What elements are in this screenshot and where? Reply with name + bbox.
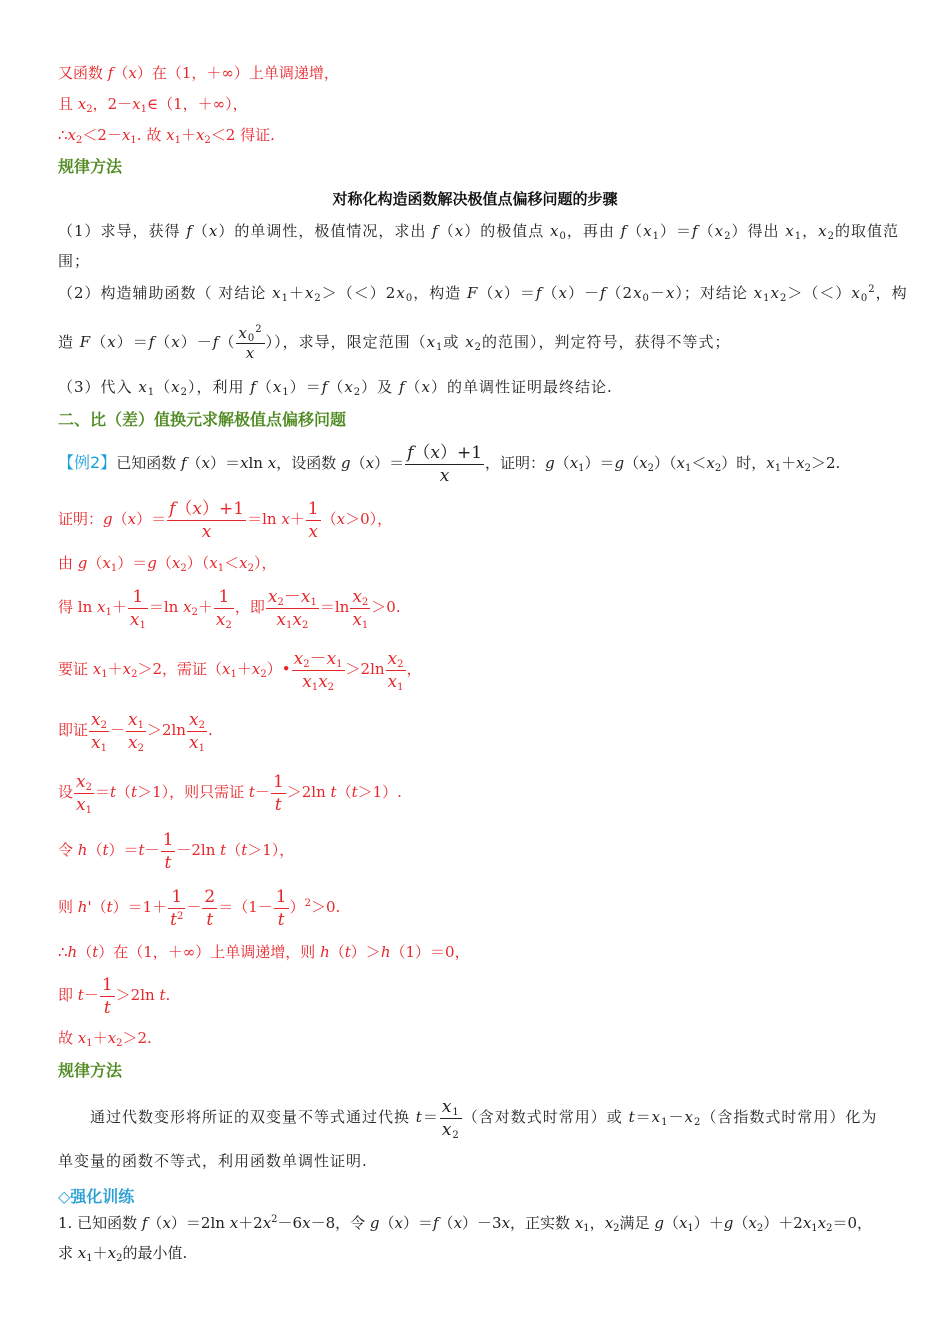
method-title: 对称化构造函数解决极值点偏移问题的步骤 — [332, 190, 618, 208]
proof-p10: 即 t－ $\frac{1}{t}$ ＞2ln t. — [58, 974, 171, 1018]
question-1-cont: 求 $x_1+x_2$的最小值. — [58, 1244, 188, 1264]
step-3: （3）代入 $x_1(x_2)$，利用 $f(x_1)=f(x_2)$及 f（x）的单调性证明最终结论. — [58, 378, 613, 398]
proof-p9: ∴h（t）在（1，＋∞）上单调递增，则 h（t）＞h（1）＝0， — [58, 943, 470, 961]
fraction: $\frac{1}{x_1}$ — [129, 586, 146, 631]
proof-p8: 则 h'（t）＝1＋ $\frac{1}{t^2}$ － $\frac{2}{t}$ ＝（1－ $\frac{1}{t}$ ）$^2$＞0. — [58, 886, 341, 930]
fraction: $\frac{1}{t^2}$ — [170, 886, 184, 930]
method2-line-2: 单变量的函数不等式，利用函数单调性证明. — [58, 1152, 368, 1170]
question-1: 1. 已知函数 f（x）＝2ln $x+2x^2-6x-8$，令 g（x）＝f（x）－3x，正实数 $x_1$，$x_2$满足 $g(x_1)+g(x_2)+2x_1x_2=0$， — [58, 1214, 873, 1234]
fraction: $\frac{1}{x_2}$ — [215, 586, 232, 631]
fraction: $\frac{1}{x}$ — [307, 498, 319, 542]
proof-p7: 令 h（t）＝t－ $\frac{1}{t}$ －2ln t（t＞1）， — [58, 829, 295, 873]
fraction: $\frac{x_2-x_1}{x_1x_2}$ — [267, 586, 317, 631]
example-tag: 【例2】 — [58, 453, 117, 472]
fraction: $\frac{x_2-x_1}{x_1x_2}$ — [293, 648, 343, 693]
fraction: $\frac{1}{t}$ — [162, 829, 174, 873]
proof-p4: 要证 $x_1+x_2>2$，需证$(x_1+x_2)•$ $\frac{x_2-x_1}{x_1x_2}$ ＞2ln $\frac{x_2}{x_1}$ ， — [58, 648, 422, 693]
method-heading-2: 规律方法 — [58, 1061, 123, 1080]
fraction: $\frac{x_2}{x_1}$ — [188, 709, 205, 754]
fraction: $\frac{x_1}{x_2}$ — [441, 1096, 460, 1141]
fraction: $\frac{1}{t}$ — [101, 974, 113, 1018]
proof-p5: 即证 $\frac{x_2}{x_1}$ － $\frac{x_1}{x_2}$ ＞2ln $\frac{x_2}{x_1}$ . — [58, 709, 213, 754]
proof-p6: 设 $\frac{x_2}{x_1}$ ＝t（t＞1），则只需证 t－ $\frac{1}{t}$ ＞2ln t（t＞1）. — [58, 771, 402, 816]
fraction: $\frac{x_1}{x_2}$ — [128, 709, 144, 754]
fraction: $\frac{x_2}{x_1}$ — [91, 709, 107, 754]
proof-p1: 证明：g（x）＝ $\frac{f(x)+1}{x}$ ＝ln x＋ $\frac{1}{x}$ （x＞0）， — [58, 498, 393, 542]
proof-line-1 — [58, 62, 892, 84]
fraction: $\frac{1}{t}$ — [275, 886, 287, 930]
step-1-cont: 围； — [58, 252, 91, 270]
text-monotone: 又函数 f（x）在（1，＋∞）上单调递增， — [58, 64, 339, 82]
fraction-x0sq-over-x: $\frac{x_0^2}{x}$ — [238, 323, 263, 362]
step-2-cont: 造 F（x）＝f（x）－f（ $\frac{x_0^2}{x}$ ）），求导，限定范围（$x_1$或 $x_2$的范围），判定符号，获得不等式； — [58, 323, 731, 362]
method-heading-1: 规律方法 — [58, 157, 123, 176]
proof-p2: 由 $g(x_1)=g(x_2)(x_1<x_2)$， — [58, 554, 277, 574]
fraction: $\frac{1}{t}$ — [272, 771, 284, 815]
step-2: （2）构造辅助函数（ 对结论 $x_1+x_2>(<)2x_0$，构造 $F(x)=f(x)-f(2x_0-x)$；对结论 $x_1x_2>(<)x_0^2$，构 — [58, 284, 908, 304]
fraction: $\frac{x_2}{x_1}$ — [76, 771, 92, 816]
proof-p11: 故 $x_1+x_2>2$. — [58, 1029, 152, 1049]
fraction: $\frac{f(x)+1}{x}$ — [169, 498, 245, 542]
proof-p3: 得 $\ln x_1+$ $\frac{1}{x_1}$ ＝ln $x_2+$ $\frac{1}{x_2}$ ，即 $\frac{x_2-x_1}{x_1x_2}$ ＝ln $\frac{x_2}{x_1}$ ＞0. — [58, 586, 401, 631]
proof-line-3: $\therefore x_2<2-x_1$. 故 $x_1+x_2<2$ 得证. — [58, 126, 275, 146]
practice-heading: ◇强化训练 — [58, 1187, 135, 1206]
proof-line-2: 且 $x_2$，$2-x_1\in(1$，＋∞）， — [58, 95, 248, 115]
section-2-heading: 二、比（差）值换元求解极值点偏移问题 — [58, 410, 347, 429]
fraction: $\frac{x_2}{x_1}$ — [352, 586, 369, 631]
fraction-fx-plus-1-over-x: $\frac{f(x)+1}{x}$ — [407, 442, 483, 486]
method2-line-1: 通过代数变形将所证的双变量不等式通过代换 t＝ $\frac{x_1}{x_2}$ （含对数式时常用）或 $t=x_1-x_2$（含指数式时常用）化为 — [90, 1096, 878, 1141]
step-1: （1）求导，获得 f（x）的单调性，极值情况，求出 f（x）的极值点 $x_0$，再由 $f(x_1)=f(x_2)$得出 $x_1$，$x_2$的取值范 — [58, 222, 899, 242]
fraction: $\frac{x_2}{x_1}$ — [387, 648, 404, 693]
fraction: $\frac{2}{t}$ — [204, 886, 216, 930]
example-2: 【例2】已知函数 f（x）＝xln x，设函数 g（x）＝ $\frac{f(x)+1}{x}$ ，证明：$g(x_1)=g(x_2)(x_1<x_2)$时，$x_1+x_2>2$. — [58, 442, 841, 486]
